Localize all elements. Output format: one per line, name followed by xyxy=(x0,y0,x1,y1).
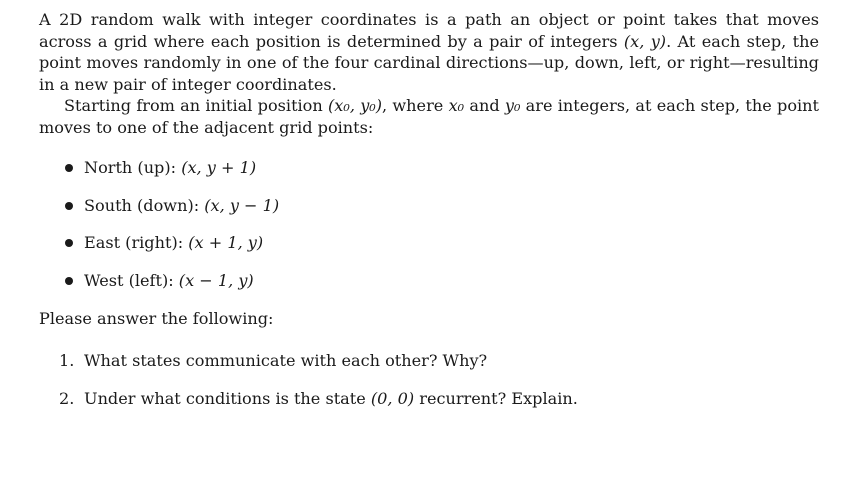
bullet-icon xyxy=(65,202,73,210)
question-intro: Please answer the following: xyxy=(39,309,274,328)
direction-item-west xyxy=(39,262,819,300)
questions-list xyxy=(39,342,819,418)
direction-math: (x, y + 1) xyxy=(181,158,257,177)
question-item-2 xyxy=(39,380,819,418)
direction-item-south xyxy=(39,187,819,225)
start-text-c: and xyxy=(464,96,505,115)
intro-paragraph xyxy=(39,9,819,95)
intro-text-a: A 2D random walk with integer coordinates is a path an object or point takes that moves across a grid where each position is determined by a pair of integers xyxy=(39,10,819,51)
bullet-icon xyxy=(65,239,73,247)
direction-label: West (left): xyxy=(84,270,179,290)
direction-math: (x, y − 1) xyxy=(204,195,280,215)
direction-label: East (right): xyxy=(84,233,189,252)
intro-text-b: . At each step, the point moves randomly in one of the four cardinal directions—up, down, left, or right—resulting in a new pair of integer coordinates. xyxy=(39,31,819,94)
question-number: 2. xyxy=(59,388,75,408)
bullet-icon xyxy=(65,164,73,172)
question-text: What states communicate with each other? Why? xyxy=(84,350,488,370)
bullet-icon xyxy=(65,277,73,285)
question-text-b: recurrent? Explain. xyxy=(414,388,578,408)
start-text-a: Starting from an initial position xyxy=(64,96,329,115)
direction-math: (x − 1, y) xyxy=(178,270,254,290)
start-math-y0: y₀ xyxy=(504,96,521,115)
question-math-origin: (0, 0) xyxy=(370,388,415,408)
document-body xyxy=(39,9,819,418)
start-math-x0: x₀ xyxy=(448,96,465,115)
start-text-b: , where xyxy=(382,96,449,115)
start-paragraph xyxy=(39,95,819,138)
question-number: 1. xyxy=(59,350,75,370)
direction-label: North (up): xyxy=(84,158,182,177)
start-math-position: (x₀, y₀) xyxy=(328,96,383,115)
question-item-1 xyxy=(39,342,819,380)
direction-math: (x + 1, y) xyxy=(188,233,264,252)
question-text-a: Under what conditions is the state xyxy=(84,388,371,408)
directions-list xyxy=(39,149,819,299)
intro-math-xy: (x, y) xyxy=(623,31,667,51)
direction-item-north xyxy=(39,149,819,187)
start-text-d: are integers, at each step, the point moves to one of the adjacent grid points: xyxy=(39,96,820,137)
direction-label: South (down): xyxy=(84,195,205,215)
direction-item-east xyxy=(39,224,819,262)
